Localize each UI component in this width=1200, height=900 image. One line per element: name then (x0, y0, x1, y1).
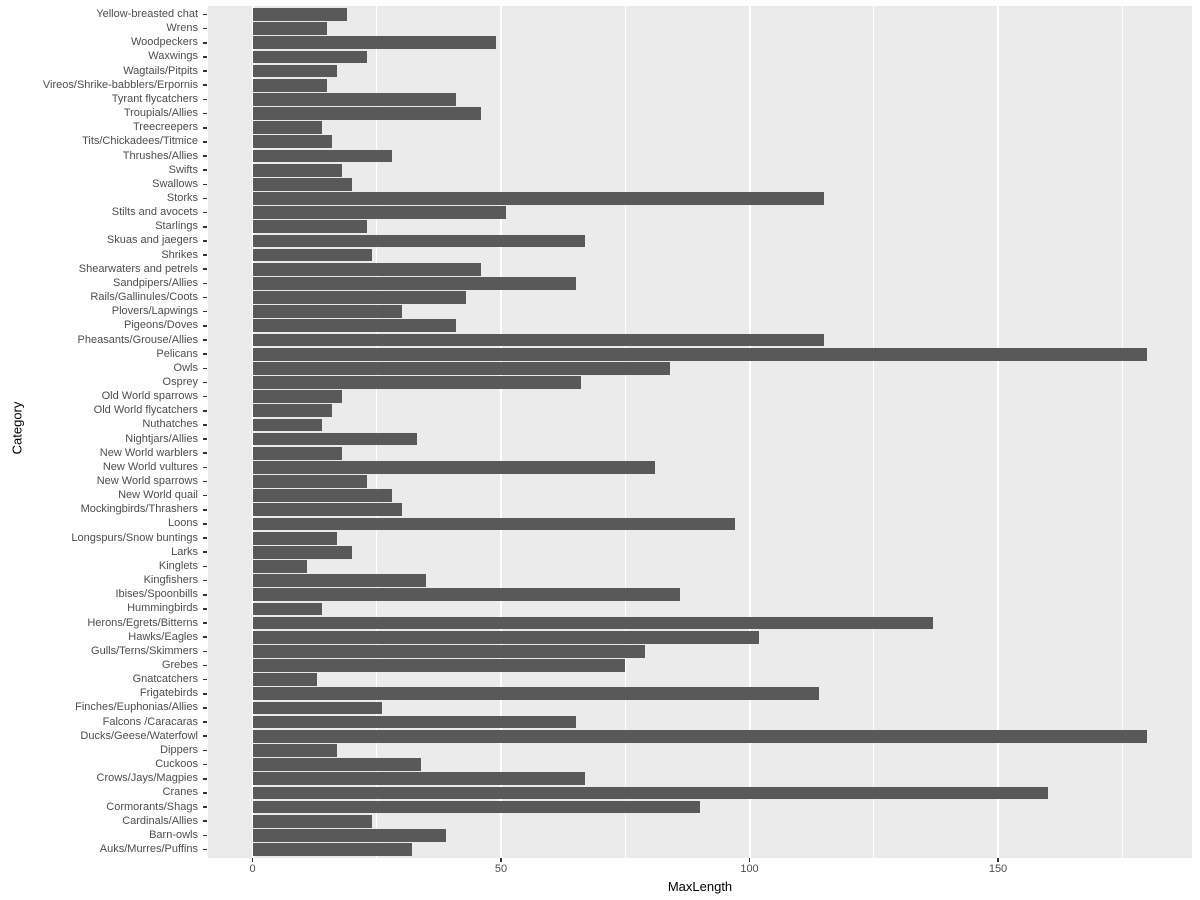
y-tick-label: Gulls/Terns/Skimmers (91, 644, 198, 657)
y-tick-mark (203, 750, 207, 752)
y-tick-label: Cuckoos (155, 758, 198, 771)
bar (253, 178, 352, 191)
x-tick-mark (749, 858, 751, 862)
y-tick-label: Mockingbirds/Thrashers (80, 503, 198, 516)
bar (253, 716, 576, 729)
bar (253, 362, 670, 375)
y-tick-label: Auks/Murres/Puffins (99, 843, 198, 855)
bar (253, 772, 586, 785)
y-tick-label: Hummingbirds (127, 602, 198, 615)
bar (253, 489, 392, 502)
y-tick-label: Shearwaters and petrels (78, 262, 198, 275)
bar (253, 603, 323, 616)
y-tick-mark (203, 42, 207, 44)
bar (253, 121, 323, 134)
y-tick-mark (203, 311, 207, 313)
y-tick-label: Osprey (162, 375, 198, 388)
y-tick-mark (203, 28, 207, 30)
y-tick-label: Vireos/Shrike-babblers/Erpornis (42, 78, 198, 91)
bar (253, 235, 586, 248)
y-tick-mark (203, 212, 207, 214)
bar (253, 518, 735, 531)
y-tick-label: Ducks/Geese/Waterfowl (80, 729, 198, 742)
y-tick-mark (203, 353, 207, 355)
x-tick-mark (997, 858, 999, 862)
y-axis-title: Category (9, 401, 25, 455)
x-tick-label: 150 (988, 863, 1008, 875)
y-tick-mark (203, 792, 207, 794)
y-tick-mark (203, 580, 207, 582)
y-tick-mark (203, 820, 207, 822)
bar (253, 419, 323, 432)
y-tick-label: Rails/Gallinules/Coots (90, 291, 198, 304)
y-tick-mark (203, 141, 207, 143)
y-tick-mark (203, 721, 207, 723)
y-tick-mark (203, 268, 207, 270)
y-tick-label: Herons/Egrets/Bitterns (87, 616, 198, 629)
y-tick-label: Pigeons/Doves (124, 319, 198, 332)
y-tick-mark (203, 849, 207, 851)
y-tick-label: Crows/Jays/Magpies (96, 772, 198, 785)
bar (253, 447, 342, 460)
y-tick-label: Wrens (166, 22, 198, 35)
y-tick-label: Loons (168, 517, 198, 530)
y-tick-label: Troupials/Allies (123, 107, 198, 120)
bar (253, 51, 367, 64)
y-tick-mark (203, 495, 207, 497)
y-tick-mark (203, 452, 207, 454)
bar (253, 503, 402, 516)
y-tick-mark (203, 551, 207, 553)
y-tick-label: Longspurs/Snow buntings (71, 531, 198, 544)
bar (253, 22, 328, 35)
y-tick-label: Ibises/Spoonbills (115, 588, 198, 601)
y-tick-label: Skuas and jaegers (106, 234, 198, 247)
bar (253, 150, 392, 163)
y-tick-mark (203, 99, 207, 101)
y-tick-mark (203, 467, 207, 469)
y-tick-label: Larks (171, 545, 198, 558)
bar (253, 617, 934, 630)
y-tick-label: New World vultures (102, 460, 198, 473)
y-tick-label: Cranes (162, 786, 198, 799)
y-tick-mark (203, 651, 207, 653)
y-tick-label: Cormorants/Shags (106, 800, 198, 813)
y-tick-mark (203, 169, 207, 171)
bar (253, 433, 417, 446)
y-tick-label: Pheasants/Grouse/Allies (77, 333, 198, 346)
bar (253, 135, 333, 148)
bar (253, 787, 1048, 800)
bar (253, 390, 342, 403)
plot-panel (208, 6, 1192, 858)
bar (253, 376, 581, 389)
bar (253, 532, 337, 545)
y-tick-mark (203, 438, 207, 440)
y-tick-label: Woodpeckers (130, 36, 198, 49)
y-tick-mark (203, 806, 207, 808)
y-tick-mark (203, 707, 207, 709)
x-tick-mark (500, 858, 502, 862)
y-tick-label: Kinglets (158, 559, 198, 572)
y-tick-mark (203, 56, 207, 58)
y-tick-mark (203, 594, 207, 596)
y-tick-mark (203, 240, 207, 242)
y-tick-label: Owls (173, 361, 198, 374)
bar (253, 263, 482, 276)
bar (253, 348, 1148, 361)
bar (253, 36, 497, 49)
y-tick-mark (203, 226, 207, 228)
y-tick-mark (203, 198, 207, 200)
y-tick-mark (203, 127, 207, 129)
y-tick-mark (203, 424, 207, 426)
y-tick-label: Nuthatches (142, 418, 198, 431)
y-tick-mark (203, 693, 207, 695)
y-tick-label: Pelicans (156, 347, 198, 360)
bar (253, 744, 337, 757)
bar (253, 164, 342, 177)
x-tick-label: 50 (494, 863, 508, 875)
y-tick-mark (203, 537, 207, 539)
y-tick-label: Thrushes/Allies (122, 149, 198, 162)
bar (253, 702, 382, 715)
y-tick-mark (203, 481, 207, 483)
y-tick-label: Hawks/Eagles (128, 630, 198, 643)
y-tick-mark (203, 523, 207, 525)
bar (253, 758, 422, 771)
bar (253, 291, 467, 304)
y-tick-label: Finches/Euphonias/Allies (75, 701, 198, 714)
y-tick-mark (203, 735, 207, 737)
y-tick-label: Stilts and avocets (111, 206, 198, 219)
y-tick-label: Starlings (155, 220, 198, 233)
bar (253, 192, 825, 205)
y-tick-mark (203, 679, 207, 681)
bar (253, 829, 447, 842)
bar (253, 249, 372, 262)
y-tick-label: Waxwings (148, 50, 198, 63)
bar (253, 334, 825, 347)
y-tick-mark (203, 113, 207, 115)
bar (253, 588, 680, 601)
y-tick-label: Cardinals/Allies (122, 814, 198, 827)
y-tick-mark (203, 509, 207, 511)
y-tick-mark (203, 396, 207, 398)
bar (253, 277, 576, 290)
y-tick-mark (203, 84, 207, 86)
bar (253, 574, 427, 587)
bar (253, 560, 308, 573)
bar (253, 93, 457, 106)
y-tick-label: New World warblers (99, 446, 198, 459)
y-tick-mark (203, 184, 207, 186)
x-tick-mark (252, 858, 254, 862)
y-tick-label: Grebes (161, 659, 198, 672)
y-tick-mark (203, 14, 207, 16)
bar (253, 475, 367, 488)
y-tick-mark (203, 382, 207, 384)
bar (253, 107, 482, 120)
bar (253, 305, 402, 318)
y-tick-label: Tits/Chickadees/Titmice (82, 135, 198, 148)
bar (253, 8, 347, 21)
y-tick-mark (203, 566, 207, 568)
y-tick-mark (203, 368, 207, 370)
y-tick-label: Old World sparrows (101, 390, 198, 403)
y-tick-mark (203, 325, 207, 327)
y-tick-mark (203, 339, 207, 341)
bar (253, 79, 328, 92)
y-tick-label: Frigatebirds (139, 687, 198, 700)
y-tick-label: Sandpipers/Allies (113, 276, 198, 289)
y-tick-mark (203, 764, 207, 766)
bar (253, 659, 626, 672)
bar (253, 220, 367, 233)
y-tick-label: Falcons /Caracaras (102, 715, 198, 728)
y-tick-label: Yellow-breasted chat (96, 7, 198, 20)
bar (253, 645, 646, 658)
bar (253, 801, 700, 814)
y-tick-label: Dippers (160, 743, 198, 756)
y-tick-label: Storks (166, 191, 198, 204)
bar (253, 404, 333, 417)
bar (253, 673, 318, 686)
y-tick-label: New World sparrows (96, 475, 198, 488)
y-tick-mark (203, 778, 207, 780)
bar (253, 319, 457, 332)
y-tick-label: Barn-owls (149, 828, 198, 841)
x-tick-label: 0 (249, 863, 256, 875)
y-tick-label: Old World flycatchers (93, 404, 198, 417)
bar (253, 843, 412, 856)
x-tick-label: 100 (740, 863, 759, 875)
y-tick-mark (203, 410, 207, 412)
bar (253, 815, 372, 828)
bar (253, 65, 337, 78)
y-tick-label: Swallows (152, 177, 198, 190)
bar (253, 546, 352, 559)
y-tick-label: Wagtails/Pitpits (123, 64, 198, 77)
bar (253, 461, 656, 474)
y-tick-label: Swifts (168, 163, 198, 176)
y-tick-mark (203, 297, 207, 299)
y-tick-label: Shrikes (161, 248, 198, 261)
y-tick-mark (203, 608, 207, 610)
y-axis-labels (0, 6, 200, 858)
y-tick-label: Treecreepers (132, 121, 198, 134)
y-tick-label: Plovers/Lapwings (111, 305, 198, 318)
y-tick-label: Kingfishers (143, 574, 198, 587)
y-tick-mark (203, 254, 207, 256)
y-tick-mark (203, 622, 207, 624)
y-tick-label: New World quail (118, 489, 198, 502)
y-tick-mark (203, 155, 207, 157)
y-tick-mark (203, 70, 207, 72)
y-tick-label: Tyrant flycatchers (111, 92, 198, 105)
y-tick-label: Gnatcatchers (132, 673, 198, 686)
bar (253, 206, 506, 219)
bar (253, 631, 760, 644)
x-axis-title: MaxLength (667, 879, 733, 894)
bar (253, 730, 1148, 743)
y-tick-mark (203, 835, 207, 837)
bar (253, 687, 820, 700)
y-tick-mark (203, 636, 207, 638)
y-tick-mark (203, 283, 207, 285)
y-tick-label: Nightjars/Allies (125, 432, 198, 445)
y-tick-mark (203, 665, 207, 667)
